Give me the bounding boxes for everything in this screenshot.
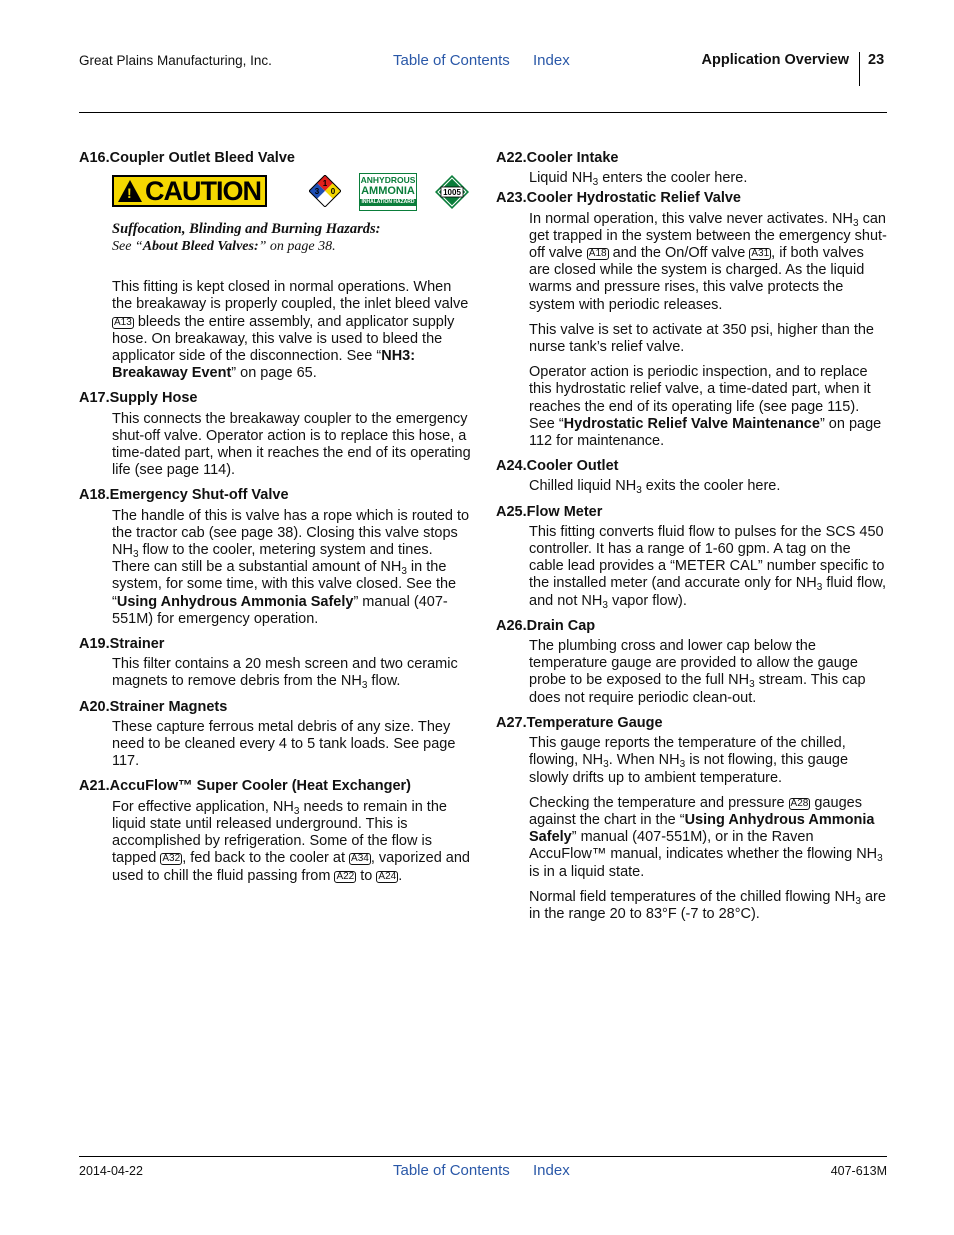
section-heading: A21.AccuFlow™ Super Cooler (Heat Exchanger) [79, 778, 411, 795]
svg-text:1005: 1005 [443, 188, 461, 198]
svg-text:0: 0 [330, 187, 336, 197]
section-a27 [496, 715, 888, 923]
footer-toc-link[interactable]: Table of Contents [393, 1162, 510, 1179]
footer-date: 2014-04-22 [79, 1164, 143, 1178]
section-heading: A20.Strainer Magnets [79, 698, 228, 715]
anhydrous-ammonia-placard: ANHYDROUS AMMONIA INHALATION HAZARD [359, 173, 417, 211]
section-a25 [496, 504, 888, 610]
paragraph: The handle of this is valve has a rope which is routed to the tractor cab (see page 38). Closing this valve stops $NH_3$ flow to the cooler, metering system and tines. There can still be a substantial amount of $NH_3$ in the system, for some time, with this valve closed. See the “Using Anhydrous Ammonia Safely” manual (407-551M) for emergency operation. [112, 507, 470, 627]
paragraph: This fitting is kept closed in normal operations. When the breakaway is properly coupled, the inlet bleed valve A13 bleeds the entire assembly, and applicator supply hose. On breakaway, this valve is used to bleed the applicator side of the disconnection. See “NH3: Breakaway Event” on page 65. [112, 279, 469, 382]
header-toc-link[interactable]: Table of Contents [393, 52, 510, 69]
section-a22 [496, 150, 888, 187]
section-heading: A23.Cooler Hydrostatic Relief Valve [496, 190, 741, 207]
section-heading: A26.Drain Cap [496, 617, 596, 634]
paragraph: This connects the breakaway coupler to the emergency shut-off valve. Operator action is to replace this hose, a time-dated part, when it reaches the end of its operating life (see page 114). [112, 410, 471, 479]
hazard-see-reference: See “About Bleed Valves:” on page 38. [112, 239, 336, 255]
section-a20 [79, 699, 471, 771]
paragraph: In normal operation, this valve never activates. $NH_3$ can get trapped in the system between the emergency shut-off valve A18 and the On/Off valve A31 , if both valves are closed while the system is charged. As the liquid warms and pressure rises, this valve protects the system with periodic releases. [529, 210, 887, 313]
nfpa-diamond-icon [309, 175, 341, 207]
svg-text:1: 1 [322, 179, 328, 189]
safety-signs [112, 173, 471, 217]
paragraph: Checking the temperature and pressure A28 gauges against the chart in the “Using Anhydrous Ammonia Safely” manual (407-551M), or in the Raven AccuFlow™ manual, indicates whether the flowing $NH_3$ is in a liquid state. [529, 794, 883, 880]
paragraph: Liquid $NH_3$ enters the cooler here. [529, 170, 748, 189]
reference-tag: A22 [336, 870, 355, 882]
reference-tag: A34 [351, 853, 369, 865]
section-heading: A22.Cooler Intake [496, 150, 619, 166]
reference-tag: A24 [378, 870, 397, 882]
left-column [79, 150, 471, 893]
paragraph: Normal field temperatures of the chilled flowing $NH_3$ are in the range 20 to 83°F (-7 to 28°C). [529, 888, 886, 922]
hazard-title: Suffocation, Blinding and Burning Hazards: [112, 221, 381, 238]
paragraph: Operator action is periodic inspection, and to replace this hydrostatic relief valve, a time-dated part, when it reaches the end of its operating life (see page 115). See “Hydrostatic Relief Valve Maintenance” on page 112 for maintenance. [529, 364, 882, 450]
section-heading: A25.Flow Meter [496, 503, 603, 520]
paragraph: For effective application, $NH_3$ needs to remain in the liquid state until released underground. This is accomplished by refrigeration. Some of the flow is tapped A32 , fed back to the cooler at A34 , vaporized and used to chill the fluid passing from A22 to A24 . [112, 798, 470, 884]
header-company: Great Plains Manufacturing, Inc. [79, 53, 272, 68]
section-a19 [79, 636, 471, 691]
reference-tag: A13 [114, 316, 132, 328]
header-rule [79, 112, 887, 113]
section-heading: A17.Supply Hose [79, 390, 198, 407]
header-divider [859, 52, 860, 86]
paragraph: This filter contains a 20 mesh screen and two ceramic magnets to remove debris from the $NH_3$ flow. [112, 656, 458, 692]
section-a26 [496, 618, 888, 707]
reference-tag: A18 [588, 248, 607, 260]
section-heading: A27.Temperature Gauge [496, 714, 663, 731]
paragraph: The plumbing cross and lower cap below the temperature gauge are provided to allow the gauge probe to be exposed to the full $NH_3$ stream. This cap does not require periodic clean-out. [529, 638, 866, 706]
section-heading: A24.Cooler Outlet [496, 458, 619, 475]
warning-triangle-icon [118, 180, 142, 202]
reference-tag: A32 [162, 853, 181, 865]
svg-text:3: 3 [314, 187, 320, 197]
reference-tag: A31 [751, 248, 770, 260]
caution-sign: ! CAUTION [112, 175, 267, 207]
section-a23 [496, 190, 888, 450]
section-a16 [79, 150, 471, 382]
header-index-link[interactable]: Index [533, 52, 570, 69]
section-a17 [79, 390, 471, 479]
section-a24 [496, 458, 888, 495]
section-heading: A18.Emergency Shut-off Valve [79, 487, 289, 504]
footer-doc-number: 407-613M [830, 1164, 887, 1178]
section-heading: A19.Strainer [79, 636, 165, 653]
footer-index-link[interactable]: Index [533, 1162, 570, 1179]
paragraph: These capture ferrous metal debris of any size. They need to be cleaned every 4 to 5 tank loads. See page 117. [112, 718, 456, 770]
footer-rule [79, 1156, 887, 1157]
section-a21 [79, 778, 471, 884]
paragraph: This valve is set to activate at 350 psi, higher than the nurse tank’s relief valve. [529, 321, 874, 356]
paragraph: Chilled liquid $NH_3$ exits the cooler here. [529, 478, 781, 497]
paragraph: This gauge reports the temperature of the chilled, flowing, $NH_3$. When $NH_3$ is not flowing, this gauge slowly drifts up to ambient temperature. [529, 735, 849, 786]
header-page-number: 23 [868, 52, 885, 68]
paragraph: This fitting converts fluid flow to pulses for the SCS 450 controller. It has a range of 1-60 gpm. A tag on the cable lead provides a “METER CAL” number specific to the installed meter (and accurate only for $NH_3$ fluid flow, and not $NH_3$ vapor flow). [529, 523, 886, 611]
un-placard-icon [435, 175, 469, 209]
section-a18 [79, 487, 471, 628]
reference-tag: A28 [790, 797, 809, 809]
header-section-title: Application Overview [701, 52, 849, 68]
section-heading: A16.Coupler Outlet Bleed Valve [79, 150, 295, 166]
right-column [496, 150, 888, 931]
